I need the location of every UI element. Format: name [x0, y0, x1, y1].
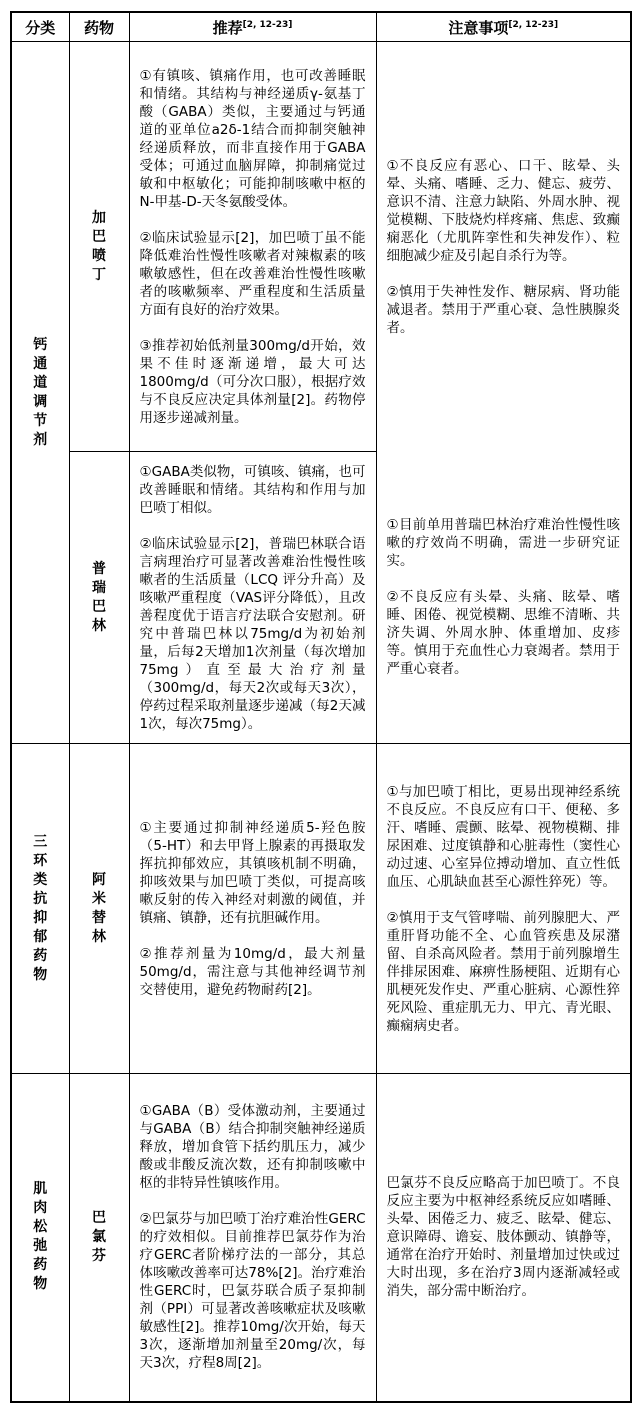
recommendation-paragraph: ①主要通过抑制神经递质5-羟色胺（5-HT）和去甲肾上腺素的再摄取发挥抗抑郁效应，其镇咳机制不明确，抑咳效果与加巴喷丁类似，可提高咳嗽反射的传入神经对刺激的阈值，并镇痛、镇静，还有抗胆碱作用。	[139, 819, 366, 926]
row-amitriptyline	[11, 744, 631, 1074]
precaution-paragraph: ①不良反应有恶心、口干、眩晕、头晕、头痛、嗜睡、乏力、健忘、疲劳、意识不清、注意力缺陷、外周水肿、视觉模糊、下肢烧灼样疼痛、焦虑、致癫痫恶化（尤肌阵挛性和失神发作）、粒细胞减少症及引起自杀行为等。	[386, 158, 620, 264]
precaution-paragraph: 巴氯芬不良反应略高于加巴喷丁。不良反应主要为中枢神经系统反应如嗜睡、头晕、困倦乏力、疲乏、眩晕、健忘、意识障碍、谵妄、肢体颤动、镇静等，通常在治疗开始时、剂量增加过快或过大时出现，多在治疗3周内逐渐减轻或消失，部分需中断治疗。	[386, 1175, 620, 1300]
recommendation-paragraph: ③推荐初始低剂量300mg/d开始，效果不佳时逐渐递增，最大可达1800mg/d（可分次口服），根据疗效与不良反应决定具体剂量[2]。药物停用逐步递减剂量。	[139, 337, 366, 426]
table-header-row	[11, 12, 631, 42]
recommendation-cell-baclofen	[129, 1074, 376, 1402]
recommendation-paragraph: ②推荐剂量为10mg/d，最大剂量50mg/d，需注意与其他神经调节剂交替使用，避免药物耐药[2]。	[139, 945, 366, 998]
recommendation-paragraph: ①有镇咳、镇痛作用，也可改善睡眠和情绪。其结构与神经递质γ-氨基丁酸（GABA）类似，主要通过与钙通道的亚单位a2δ-1结合而抑制突触神经递质释放，而非直接作用于GABA 受体；可通过血脑屏障，抑制痛觉过敏和中枢敏化；可能抑制咳嗽中枢的N-甲基-D-天冬氨酸受体。	[139, 67, 366, 210]
drug-therapy-table	[10, 11, 632, 1403]
precaution-paragraph: ①与加巴喷丁相比，更易出现神经系统不良反应。不良反应有口干、便秘、多汗、嗜睡、震颤、眩晕、视物模糊、排尿困难、过度镇静和心脏毒性（窦性心动过速、心室异位搏动增加、直立性低血压、心肌缺血甚至心源性猝死）等。	[386, 783, 620, 890]
precautions-label: 注意事项	[448, 18, 509, 37]
precautions-cell-calcium-channel-modulators	[376, 42, 631, 744]
drug-name-vertical: 普瑞巴林	[92, 560, 106, 634]
col-header-drug: 药物	[69, 12, 129, 42]
drug-cell-amitriptyline	[69, 744, 129, 1074]
precautions-cell-amitriptyline	[376, 744, 631, 1074]
drug-cell-gabapentin	[69, 42, 129, 452]
precautions-block-gabapentin	[377, 42, 631, 452]
col-header-recommendation	[129, 12, 376, 42]
category-cell-calcium-channel-modulators	[11, 42, 69, 744]
col-header-category: 分类	[11, 12, 69, 42]
row-baclofen	[11, 1074, 631, 1402]
category-cell-muscle-relaxants	[11, 1074, 69, 1402]
precaution-paragraph: ①目前单用普瑞巴林治疗难治性慢性咳嗽的疗效尚不明确，需进一步研究证实。	[386, 517, 620, 569]
drug-cell-pregabalin	[69, 452, 129, 744]
precaution-paragraph: ②不良反应有头晕、头痛、眩晕、嗜睡、困倦、视觉模糊、思维不清晰、共济失调、外周水肿、体重增加、皮疹等。慎用于充血性心力衰竭者。禁用于严重心衰者。	[386, 589, 620, 677]
recommendation-citation: [2, 12-23]	[242, 19, 293, 30]
drug-name-vertical: 阿米替林	[92, 871, 106, 945]
precaution-paragraph: ②慎用于支气管哮喘、前列腺肥大、严重肝肾功能不全、心血管疾患及尿潴留、自杀高风险者。禁用于前列腺增生伴排尿困难、麻痹性肠梗阻、近期有心肌梗死发作史、严重心脏病、心源性猝死风险、重症肌无力、甲亢、青光眼、癫痫病史者。	[386, 909, 620, 1034]
category-label-vertical: 三环类抗抑郁药物	[33, 833, 48, 983]
recommendation-paragraph: ①GABA（B）受体激动剂，主要通过与GABA（B）结合抑制突触神经递质释放，增加食管下括约肌压力，减少酸或非酸反流次数，还有抑制咳嗽中枢的非特异性镇咳作用。	[139, 1103, 366, 1192]
recommendation-cell-amitriptyline	[129, 744, 376, 1074]
precautions-cell-baclofen	[376, 1074, 631, 1402]
recommendation-cell-gabapentin	[129, 42, 376, 452]
precautions-block-pregabalin	[377, 452, 631, 742]
category-label-vertical: 肌肉松弛药物	[33, 1181, 48, 1293]
col-header-precautions	[376, 12, 631, 42]
recommendation-paragraph: ①GABA类似物，可镇咳、镇痛，也可改善睡眠和情绪。其结构和作用与加巴喷丁相似。	[139, 463, 366, 516]
row-gabapentin	[11, 42, 631, 452]
drug-cell-baclofen	[69, 1074, 129, 1402]
recommendation-paragraph: ②巴氯芬与加巴喷丁治疗难治性GERC的疗效相似。目前推荐巴氯芬作为治疗GERC者阶梯疗法的一部分，其总体咳嗽改善率可达78%[2]。治疗难治性GERC时，巴氯芬联合质子泵抑制剂（PPI）可显著改善咳嗽症状及咳嗽敏感性[2]。推荐10mg/次开始，每天3次，逐渐增加剂量至20mg/次，每天3次，疗程8周[2]。	[139, 1211, 366, 1372]
recommendation-label: 推荐	[212, 18, 243, 37]
category-label-vertical: 钙通道调节剂	[33, 336, 48, 448]
drug-name-vertical: 巴氯芬	[92, 1209, 106, 1264]
precautions-citation: [2, 12-23]	[508, 19, 559, 30]
category-cell-tricyclic-antidepressants	[11, 744, 69, 1074]
recommendation-cell-pregabalin	[129, 452, 376, 744]
recommendation-paragraph: ②临床试验显示[2]，普瑞巴林联合语言病理治疗可显著改善难治性慢性咳嗽者的生活质量（LCQ 评分升高）及咳嗽严重程度（VAS评分降低），且改善程度优于语言疗法联合安慰剂。研究中普瑞巴林以75mg/d为初始剂量，后每2天增加1次剂量（每次增加75mg）直至最大治疗剂量（300mg/d，每天2次或每天3次），停药过程采取剂量逐步递减（每2天减1次，每次75mg）。	[139, 535, 366, 732]
recommendation-paragraph: ②临床试验显示[2]，加巴喷丁虽不能降低难治性慢性咳嗽者对辣椒素的咳嗽敏感性，但在改善难治性慢性咳嗽者的咳嗽频率、严重程度和生活质量方面有良好的治疗效果。	[139, 229, 366, 318]
precaution-paragraph: ②慎用于失神性发作、糖尿病、肾功能减退者。禁用于严重心衰、急性胰腺炎者。	[386, 284, 620, 336]
drug-name-vertical: 加巴喷丁	[92, 209, 106, 283]
